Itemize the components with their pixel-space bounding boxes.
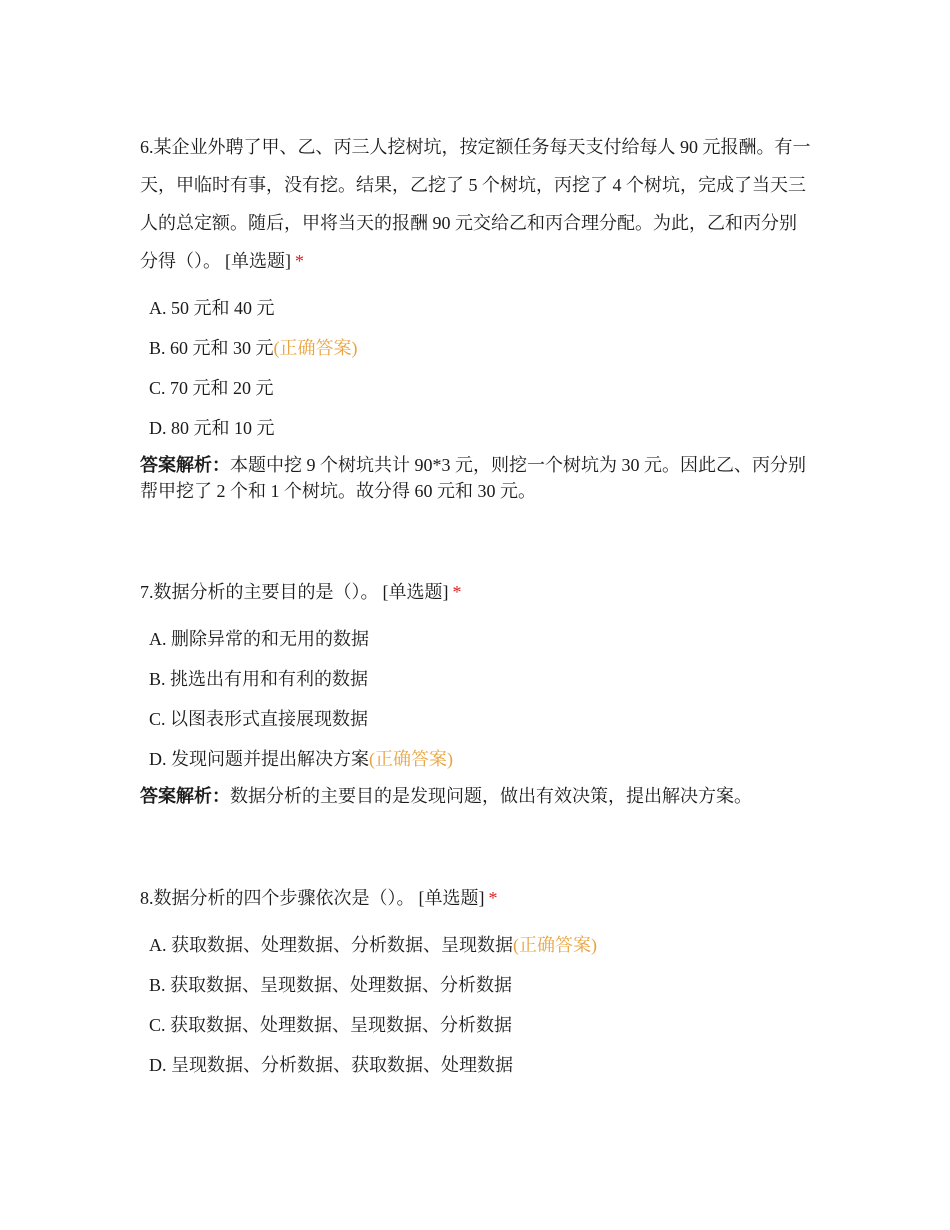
option-label: D. 发现问题并提出解决方案 (149, 749, 369, 769)
option-label: C. 70 元和 20 元 (149, 378, 274, 398)
option-a (140, 619, 812, 659)
question-stem-text: 6.某企业外聘了甲、乙、丙三人挖树坑，按定额任务每天支付给每人 90 元报酬。有一天，甲临时有事，没有挖。结果，乙挖了 5 个树坑，丙挖了 4 个树坑，完成了当天三人的总定额。随后，甲将当天的报酬 90 元交给乙和丙合理分配。为此，乙和丙分别分得（）。 (140, 137, 811, 271)
option-label: A. 50 元和 40 元 (149, 298, 275, 318)
option-label: B. 60 元和 30 元 (149, 338, 274, 358)
analysis-label: 答案解析： (140, 786, 230, 806)
required-mark: * (295, 251, 304, 271)
option-a (140, 925, 812, 965)
correct-answer-tag: (正确答案) (513, 935, 597, 955)
option-label: A. 删除异常的和无用的数据 (149, 629, 369, 649)
question-6 (140, 128, 812, 504)
correct-answer-tag: (正确答案) (369, 749, 453, 769)
question-type: [单选题] (382, 582, 449, 602)
option-label: D. 80 元和 10 元 (149, 418, 275, 438)
required-mark: * (488, 888, 498, 908)
option-b (140, 659, 812, 699)
analysis-label: 答案解析： (140, 455, 230, 475)
question-type: [单选题] (418, 888, 485, 908)
answer-analysis (140, 783, 812, 809)
option-list (140, 925, 812, 1085)
question-stem (140, 573, 812, 611)
correct-answer-tag: (正确答案) (273, 338, 358, 358)
answer-analysis (140, 452, 812, 504)
option-list (140, 619, 812, 779)
option-label: C. 获取数据、处理数据、呈现数据、分析数据 (149, 1015, 513, 1035)
question-type: [单选题] (225, 251, 291, 271)
option-d (140, 408, 812, 448)
question-stem-text: 8.数据分析的四个步骤依次是（）。 (140, 888, 415, 908)
question-stem (140, 128, 812, 280)
option-list (140, 288, 812, 448)
option-c (140, 1005, 812, 1045)
analysis-text: 数据分析的主要目的是发现问题，做出有效决策，提出解决方案。 (230, 786, 752, 806)
option-c (140, 368, 812, 408)
option-label: B. 获取数据、呈现数据、处理数据、分析数据 (149, 975, 513, 995)
option-a (140, 288, 812, 328)
question-stem (140, 879, 812, 917)
option-c (140, 699, 812, 739)
option-label: C. 以图表形式直接展现数据 (149, 709, 369, 729)
option-b (140, 965, 812, 1005)
option-b (140, 328, 812, 368)
analysis-text: 本题中挖 9 个树坑共计 90*3 元，则挖一个树坑为 30 元。因此乙、丙分别帮甲挖了 2 个和 1 个树坑。故分得 60 元和 30 元。 (140, 455, 806, 501)
option-label: D. 呈现数据、分析数据、获取数据、处理数据 (149, 1055, 513, 1075)
required-mark: * (452, 582, 462, 602)
option-label: A. 获取数据、处理数据、分析数据、呈现数据 (149, 935, 513, 955)
option-d (140, 739, 812, 779)
question-stem-text: 7.数据分析的主要目的是（）。 (140, 582, 379, 602)
question-8 (140, 879, 812, 1085)
option-d (140, 1045, 812, 1085)
option-label: B. 挑选出有用和有利的数据 (149, 669, 369, 689)
question-7 (140, 573, 812, 809)
